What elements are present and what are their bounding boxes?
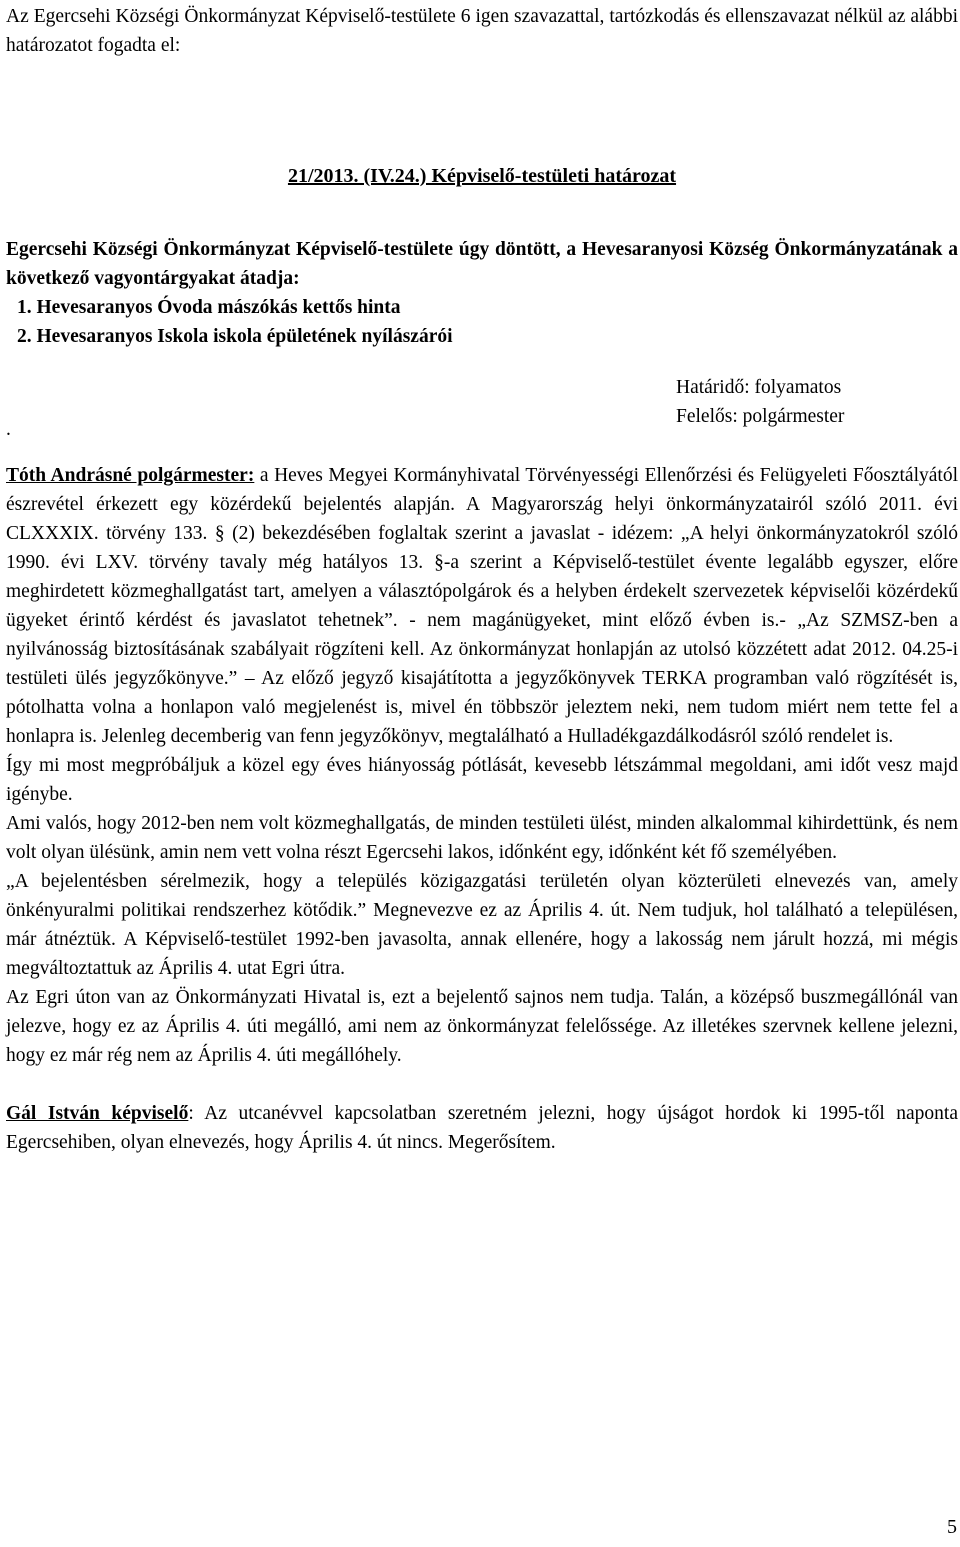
- resolution-meta: [6, 351, 958, 461]
- responsible: Felelős: polgármester: [676, 406, 845, 427]
- speaker-name: Gál István képviselő: [6, 1103, 189, 1124]
- page-number: 5: [947, 1516, 957, 1538]
- paragraph-gap: [6, 1070, 958, 1099]
- stray-dot: .: [6, 419, 11, 440]
- speech-text: a Heves Megyei Kormányhivatal Törvényességi Ellenőrzési és Felügyeleti Főosztályától észrevétel érkezett egy közérdekű bejelentés alapján. A Magyarország helyi önkormányzatairól szóló 2011. évi CLXXXIX. törvény 133. § (2) bekezdésében foglaltak szerint a javaslat - idézem: „A helyi önkormányzatokról szóló 1990. évi LXV. törvény tavaly még hatályos 13. §-a szerint a Képviselő-testület évente legalább egyszer, előre meghirdetett közmeghallgatást tart, amelyen a választópolgárok és a helyben érdekelt szervezetek képviselői közérdekű ügyeket érintő kérdést és javaslatot tehetnek”. - nem magánügyeket, mint előző évben is.- „Az SZMSZ-ben a nyilvánosság biztosításának szabályait rögzíteni kell. Az önkormányzat honlapján az utolsó közzétett adat 2012. 04.25-i testületi ülés jegyzőkönyve.” – Az előző jegyző kisajátította a jegyzőkönyvek TERKA programban való rögzítését is, pótolhatta volna a honlapon való megjelenést is, mivel én többször jeleztem neki, nem tudom miért nem tette fel a honlapra is. Jelenleg decemberig van fenn jegyzőkönyv, megtalálható a Hulladékgazdálkodásról szóló rendelet is.: [6, 465, 958, 747]
- deadline: Határidő: folyamatos: [676, 377, 842, 398]
- document-page: [6, 0, 958, 1157]
- deadline-responsible: [676, 373, 844, 431]
- speech-paragraph: Így mi most megpróbáljuk a közel egy éves hiányosság pótlását, kevesebb létszámmal megoldani, ami időt vesz majd igénybe.: [6, 755, 958, 805]
- intro-paragraph: Az Egercsehi Községi Önkormányzat Képviselő-testülete 6 igen szavazattal, tartózkodás és ellenszavazat nélkül az alábbi határozatot fogadta el:: [6, 6, 958, 56]
- speech-text: : Az utcanévvel kapcsolatban szeretném jelezni, hogy újságot hordok ki 1995-től naponta Egercsehiben, olyan elnevezés, hogy Április 4. út nincs. Megerősítem.: [6, 1103, 959, 1153]
- speech-paragraph: Az Egri úton van az Önkormányzati Hivatal is, ezt a bejelentő sajnos nem tudja. Talán, a középső buszmegállónál van jelezve, hogy ez az Április 4. úti megálló, ami nem az önkormányzat felelőssége. Az illetékes szervnek kellene jelezni, hogy ez már rég nem az Április 4. úti megállóhely.: [6, 987, 958, 1066]
- resolution-items: [6, 293, 958, 351]
- speech-paragraph: [6, 1099, 958, 1157]
- speaker-name: Tóth Andrásné polgármester:: [6, 465, 255, 486]
- speech-paragraph: „A bejelentésben sérelmezik, hogy a település közigazgatási területén olyan közterületi elnevezés van, amely önkényuralmi politikai rendszerhez kötődik.” Megnevezve ez az Április 4. út. Nem tudjuk, hol található a településen, már átnéztük. A Képviselő-testület 1992-ben javasolta, annak ellenére, hogy a lakosság nem járult hozzá, mi mégis megváltoztattuk az Április 4. utat Egri útra.: [6, 871, 958, 979]
- resolution-title: 21/2013. (IV.24.) Képviselő-testületi határozat: [287, 165, 677, 187]
- resolution-item: 1. Hevesaranyos Óvoda mászókás kettős hinta: [17, 297, 401, 318]
- speech-paragraph: [6, 461, 958, 751]
- resolution-item: 2. Hevesaranyos Iskola iskola épületének nyílászárói: [17, 326, 453, 347]
- speech-paragraph: Ami valós, hogy 2012-ben nem volt közmeghallgatás, de minden testületi ülést, minden alkalommal kihirdettünk, és nem volt olyan ülésünk, amin nem vett volna részt Egercsehi lakos, időnként egy, időnként két fő személyében.: [6, 813, 958, 863]
- resolution-body: Egercsehi Községi Önkormányzat Képviselő-testülete úgy döntött, a Hevesaranyosi Község Önkormányzatának a következő vagyontárgyakat átadja:: [6, 239, 958, 289]
